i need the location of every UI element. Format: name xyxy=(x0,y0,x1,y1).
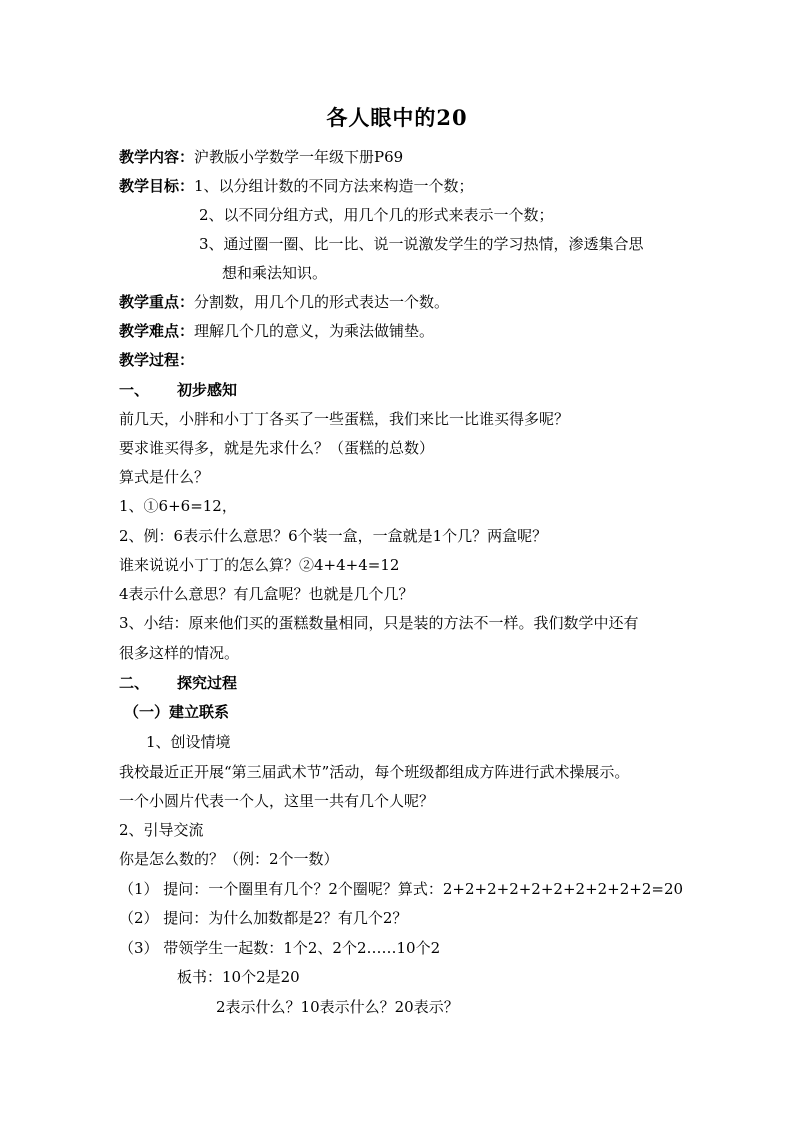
difficulty-value: 理解几个几的意义，为乘法做铺垫。 xyxy=(194,322,435,340)
content-label: 教学内容： xyxy=(119,148,195,166)
question-3: （3） 带领学生一起数：1个2、2个2……10个2 xyxy=(119,939,441,957)
goal-1: 1、以分组计数的不同方法来构造一个数； xyxy=(194,177,474,195)
board-question: 2表示什么？10表示什么？20表示？ xyxy=(216,998,459,1016)
difficulty-label: 教学难点： xyxy=(119,322,195,340)
paragraph-line: 谁来说说小丁丁的怎么算？②4+4+4=12 xyxy=(119,556,400,574)
paragraph-line: 4表示什么意思？有几盒呢？也就是几个几？ xyxy=(119,585,414,603)
question-2: （2） 提问：为什么加数都是2？有几个2？ xyxy=(119,909,408,927)
subsection-heading: （一）建立联系 xyxy=(124,703,230,721)
process-label: 教学过程： xyxy=(119,351,195,369)
goals-label: 教学目标： xyxy=(119,177,195,195)
section2-number: 二、 xyxy=(119,674,150,692)
section1-heading xyxy=(119,380,237,400)
goals-line xyxy=(119,176,474,196)
section1-number: 一、 xyxy=(119,381,150,399)
key-point-line xyxy=(119,292,449,312)
page-title: 各人眼中的20 xyxy=(326,105,468,130)
paragraph-line: 2、引导交流 xyxy=(119,821,204,839)
paragraph-line: 要求谁买得多，就是先求什么？（蛋糕的总数） xyxy=(119,439,435,457)
key-point-value: 分割数，用几个几的形式表达一个数。 xyxy=(194,293,450,311)
section1-title: 初步感知 xyxy=(177,381,238,399)
paragraph-line: 我校最近正开展“第三届武术节”活动，每个班级都组成方阵进行武术操展示。 xyxy=(119,763,630,781)
content-value: 沪教版小学数学一年级下册P69 xyxy=(194,148,404,166)
key-point-label: 教学重点： xyxy=(119,293,195,311)
paragraph-line: 一个小圆片代表一个人，这里一共有几个人呢？ xyxy=(119,792,435,810)
goal-3b: 想和乘法知识。 xyxy=(222,264,328,282)
paragraph-line: 算式是什么？ xyxy=(119,468,210,486)
item-heading: 1、创设情境 xyxy=(146,733,231,751)
section2-heading xyxy=(119,673,237,693)
paragraph-line: 1、①6+6=12， xyxy=(119,497,237,515)
question-1: （1） 提问：一个圈里有几个？2个圈呢？算式：2+2+2+2+2+2+2+2+2+2=20 xyxy=(119,880,684,898)
goal-2: 2、以不同分组方式，用几个几的形式来表示一个数； xyxy=(199,206,554,224)
goal-3a: 3、通过圈一圈、比一比、说一说激发学生的学习热情，渗透集合思 xyxy=(199,235,644,253)
section2-title: 探究过程 xyxy=(177,674,238,692)
paragraph-line: 2、例：6表示什么意思？6个装一盒，一盒就是1个几？两盒呢？ xyxy=(119,527,548,545)
paragraph-line: 你是怎么数的？（例：2个一数） xyxy=(119,850,339,868)
paragraph-line: 前几天，小胖和小丁丁各买了一些蛋糕，我们来比一比谁买得多呢？ xyxy=(119,410,570,428)
paragraph-line: 3、小结：原来他们买的蛋糕数量相同，只是装的方法不一样。我们数学中还有 xyxy=(119,614,639,632)
board-writing: 板书：10个2是20 xyxy=(177,968,300,986)
paragraph-line: 很多这样的情况。 xyxy=(119,644,240,662)
difficulty-line xyxy=(119,321,434,341)
content-line xyxy=(119,147,403,167)
